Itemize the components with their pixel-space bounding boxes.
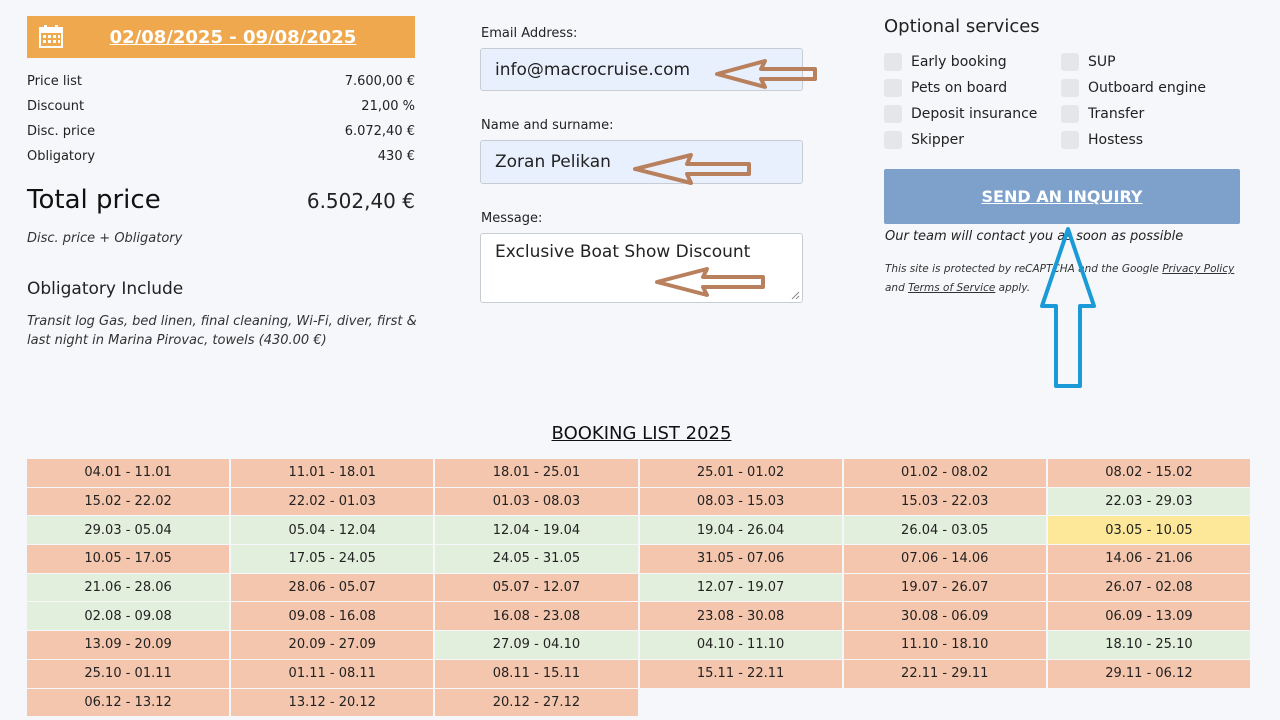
booking-week-cell[interactable]: 05.07 - 12.07 [435, 574, 637, 603]
option-skipper[interactable] [884, 127, 1037, 153]
total-price-row [27, 185, 415, 215]
checkbox[interactable] [1061, 79, 1079, 97]
option-label: Transfer [1088, 106, 1145, 122]
booking-week-cell[interactable]: 19.04 - 26.04 [640, 516, 842, 545]
date-range-text[interactable]: 02/08/2025 - 09/08/2025 [109, 26, 357, 48]
option-transfer[interactable] [1061, 101, 1206, 127]
message-value: Exclusive Boat Show Discount [495, 242, 751, 262]
checkbox[interactable] [884, 105, 902, 123]
name-value: Zoran Pelikan [495, 152, 611, 172]
booking-week-cell[interactable]: 08.03 - 15.03 [640, 488, 842, 517]
booking-week-cell[interactable]: 04.10 - 11.10 [640, 631, 842, 660]
total-price-label: Total price [27, 185, 161, 215]
name-label: Name and surname: [481, 118, 614, 133]
option-early-booking[interactable] [884, 49, 1037, 75]
booking-week-cell[interactable]: 20.09 - 27.09 [231, 631, 433, 660]
recaptcha-and: and [885, 282, 905, 294]
price-row-obligatory [27, 144, 415, 169]
booking-week-cell[interactable]: 21.06 - 28.06 [27, 574, 229, 603]
booking-week-cell[interactable]: 20.12 - 27.12 [435, 689, 637, 718]
booking-week-cell[interactable]: 02.08 - 09.08 [27, 602, 229, 631]
option-deposit-insurance[interactable] [884, 101, 1037, 127]
booking-week-cell[interactable]: 11.10 - 18.10 [844, 631, 1046, 660]
booking-week-cell[interactable]: 04.01 - 11.01 [27, 459, 229, 488]
price-value: 21,00 % [361, 99, 415, 114]
price-summary [27, 69, 415, 169]
checkbox[interactable] [1061, 53, 1079, 71]
booking-week-cell[interactable]: 13.12 - 20.12 [231, 689, 433, 718]
booking-week-cell[interactable]: 22.03 - 29.03 [1048, 488, 1250, 517]
booking-week-cell[interactable]: 26.04 - 03.05 [844, 516, 1046, 545]
booking-week-cell[interactable]: 03.05 - 10.05 [1048, 516, 1250, 545]
obligatory-title: Obligatory Include [27, 279, 184, 299]
contact-note: Our team will contact you as soon as possible [885, 229, 1184, 244]
send-inquiry-button[interactable]: SEND AN INQUIRY [884, 169, 1240, 224]
booking-week-cell[interactable]: 06.09 - 13.09 [1048, 602, 1250, 631]
booking-week-cell[interactable]: 15.03 - 22.03 [844, 488, 1046, 517]
price-label: Price list [27, 74, 82, 89]
checkbox[interactable] [1061, 105, 1079, 123]
message-label: Message: [481, 211, 543, 226]
booking-week-cell[interactable]: 17.05 - 24.05 [231, 545, 433, 574]
option-label: Skipper [911, 132, 965, 148]
booking-week-cell[interactable]: 25.01 - 01.02 [640, 459, 842, 488]
booking-week-cell[interactable]: 29.03 - 05.04 [27, 516, 229, 545]
terms-of-service-link[interactable]: Terms of Service [908, 282, 996, 294]
total-price-note: Disc. price + Obligatory [27, 231, 183, 246]
booking-week-cell[interactable]: 25.10 - 01.11 [27, 660, 229, 689]
option-label: SUP [1088, 54, 1116, 70]
option-pets-on-board[interactable] [884, 75, 1037, 101]
booking-week-cell[interactable]: 23.08 - 30.08 [640, 602, 842, 631]
optional-services-title: Optional services [884, 16, 1040, 37]
booking-week-cell[interactable]: 31.05 - 07.06 [640, 545, 842, 574]
price-row-list [27, 69, 415, 94]
booking-week-cell[interactable]: 18.10 - 25.10 [1048, 631, 1250, 660]
option-label: Deposit insurance [911, 106, 1038, 122]
checkbox[interactable] [884, 79, 902, 97]
booking-week-cell[interactable]: 10.05 - 17.05 [27, 545, 229, 574]
email-label: Email Address: [481, 26, 578, 41]
booking-week-cell[interactable]: 14.06 - 21.06 [1048, 545, 1250, 574]
option-sup[interactable] [1061, 49, 1206, 75]
up-arrow-icon [1038, 226, 1098, 390]
price-value: 6.072,40 € [344, 124, 415, 139]
booking-week-cell[interactable]: 27.09 - 04.10 [435, 631, 637, 660]
total-price-value: 6.502,40 € [306, 189, 415, 213]
booking-list-title: BOOKING LIST 2025 [551, 423, 732, 444]
booking-week-cell[interactable]: 22.02 - 01.03 [231, 488, 433, 517]
price-value: 7.600,00 € [344, 74, 415, 89]
booking-week-cell[interactable]: 28.06 - 05.07 [231, 574, 433, 603]
price-row-disc-price [27, 119, 415, 144]
booking-week-cell[interactable]: 07.06 - 14.06 [844, 545, 1046, 574]
booking-week-cell[interactable]: 05.04 - 12.04 [231, 516, 433, 545]
option-label: Early booking [911, 54, 1007, 70]
booking-week-cell[interactable]: 30.08 - 06.09 [844, 602, 1046, 631]
email-value: info@macrocruise.com [495, 59, 691, 80]
privacy-policy-link[interactable]: Privacy Policy [1162, 263, 1235, 275]
checkbox[interactable] [884, 131, 902, 149]
calendar-icon [39, 25, 63, 48]
option-hostess[interactable] [1061, 127, 1206, 153]
price-label: Discount [27, 99, 85, 114]
left-arrow-icon [633, 153, 753, 185]
price-row-discount [27, 94, 415, 119]
booking-week-cell[interactable]: 09.08 - 16.08 [231, 602, 433, 631]
booking-week-cell[interactable]: 22.11 - 29.11 [844, 660, 1046, 689]
booking-week-cell[interactable]: 26.07 - 02.08 [1048, 574, 1250, 603]
booking-week-cell[interactable]: 12.07 - 19.07 [640, 574, 842, 603]
booking-week-cell[interactable]: 01.11 - 08.11 [231, 660, 433, 689]
date-range-button[interactable] [27, 16, 415, 58]
optional-services-col-1 [884, 49, 1037, 153]
price-label: Obligatory [27, 149, 96, 164]
booking-week-cell[interactable]: 01.02 - 08.02 [844, 459, 1046, 488]
price-label: Disc. price [27, 124, 96, 139]
resize-handle-icon[interactable] [791, 291, 800, 300]
booking-week-cell[interactable]: 29.11 - 06.12 [1048, 660, 1250, 689]
booking-week-cell[interactable]: 01.03 - 08.03 [435, 488, 637, 517]
booking-week-cell[interactable]: 12.04 - 19.04 [435, 516, 637, 545]
booking-week-cell[interactable]: 19.07 - 26.07 [844, 574, 1046, 603]
price-value: 430 € [377, 149, 415, 164]
booking-week-cell[interactable]: 24.05 - 31.05 [435, 545, 637, 574]
booking-week-cell[interactable]: 06.12 - 13.12 [27, 689, 229, 718]
booking-grid [27, 459, 1250, 717]
obligatory-text: Transit log Gas, bed linen, final cleaning, Wi-Fi, diver, first & last night in Marina Pirovac, towels (430.00 €) [27, 314, 417, 348]
booking-week-cell[interactable]: 11.01 - 18.01 [231, 459, 433, 488]
checkbox[interactable] [884, 53, 902, 71]
booking-week-cell[interactable]: 08.02 - 15.02 [1048, 459, 1250, 488]
booking-week-cell[interactable]: 13.09 - 20.09 [27, 631, 229, 660]
option-label: Hostess [1088, 132, 1144, 148]
booking-week-cell[interactable]: 18.01 - 25.01 [435, 459, 637, 488]
booking-week-cell[interactable]: 15.11 - 22.11 [640, 660, 842, 689]
option-outboard-engine[interactable] [1061, 75, 1206, 101]
option-label: Outboard engine [1088, 80, 1207, 96]
left-arrow-icon [715, 59, 819, 90]
checkbox[interactable] [1061, 131, 1079, 149]
option-label: Pets on board [911, 80, 1008, 96]
optional-services-col-2 [1061, 49, 1206, 153]
booking-week-cell[interactable]: 16.08 - 23.08 [435, 602, 637, 631]
booking-week-cell[interactable]: 08.11 - 15.11 [435, 660, 637, 689]
left-arrow-icon [655, 267, 767, 297]
recaptcha-suffix: apply. [998, 282, 1031, 294]
booking-week-cell[interactable]: 15.02 - 22.02 [27, 488, 229, 517]
recaptcha-prefix: This site is protected by reCAPTCHA and the Google [885, 263, 1159, 275]
